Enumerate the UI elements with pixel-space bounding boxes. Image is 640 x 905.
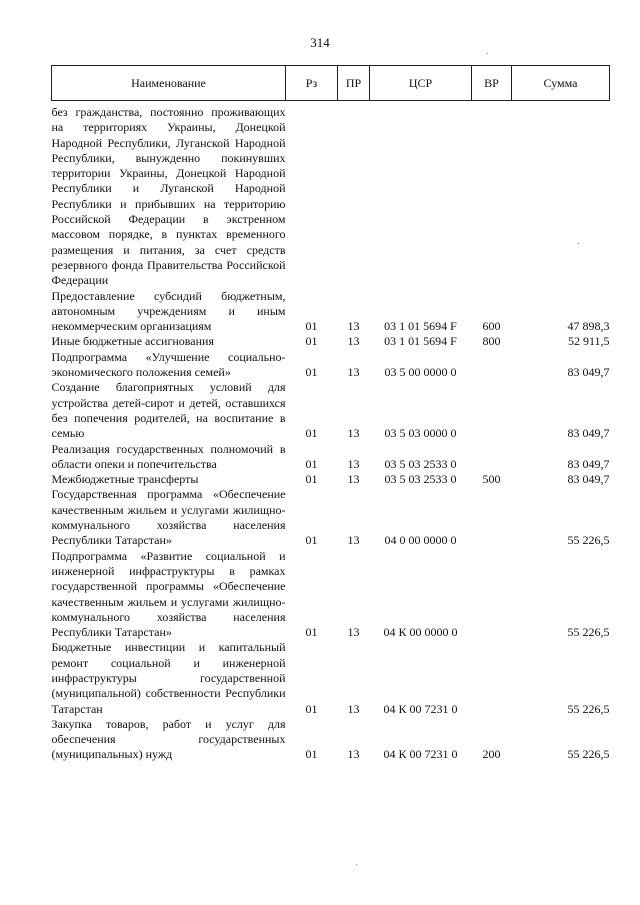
row-name: Подпрограмма «Улучшение социально-экономического положения семей» [51,349,286,380]
table-row [52,472,610,487]
table-row [52,289,610,335]
row-pr: 13 [347,533,360,548]
row-rz: 01 [305,472,318,487]
table-row [52,101,610,289]
row-csr: 03 5 03 2533 0 [384,456,457,471]
row-sum: 47 898,3 [567,319,610,334]
row-name: Бюджетные инвестиции и капитальный ремонт социальной и инженерной инфраструктуры государственной (муниципальной) собственности Республики Татарстан [51,640,286,716]
row-pr: 13 [347,625,360,640]
row-vr: 500 [482,472,501,487]
budget-table [51,65,610,763]
header-rz: Рз [286,66,338,101]
table-row [52,487,610,548]
row-vr [472,549,512,641]
row-pr: 13 [347,472,360,487]
table-row [52,442,610,473]
row-rz: 01 [305,456,318,471]
row-pr [338,101,370,289]
row-csr: 03 5 00 0000 0 [384,365,457,380]
row-sum: 55 226,5 [567,747,610,762]
scan-speck [487,53,488,54]
header-csr: ЦСР [370,66,472,101]
row-vr [472,380,512,441]
row-vr [472,101,512,289]
row-name: Межбюджетные трансферты [51,472,199,487]
row-csr: 03 1 01 5694 F [384,334,457,349]
page-number: 314 [310,35,330,50]
row-rz [286,101,338,289]
row-vr: 200 [482,747,501,762]
row-name: Предоставление субсидий бюджетным, автономным учреждениям и иным некоммерческим организациям [51,288,286,334]
row-sum: 83 049,7 [567,365,610,380]
row-csr: 04 К 00 7231 0 [383,701,458,716]
scan-speck [578,243,579,244]
scan-speck [356,864,357,865]
row-csr: 04 К 00 0000 0 [383,625,458,640]
row-rz: 01 [305,533,318,548]
row-pr: 13 [347,334,360,349]
table-row [52,549,610,641]
row-vr: 800 [482,334,501,349]
row-name: Реализация государственных полномочий в области опеки и попечительства [51,441,286,471]
header-name: Наименование [52,66,286,101]
row-sum: 52 911,5 [567,334,610,349]
row-pr: 13 [347,456,360,471]
row-csr: 04 К 00 7231 0 [383,747,458,762]
row-csr: 03 1 01 5694 F [384,319,457,334]
table-row [52,350,610,381]
row-name: Подпрограмма «Развитие социальной и инженерной инфраструктуры в рамках государственной программы «Обеспечение качественным жильем и услугами жилищно-коммунального хозяйства населения Республики Татарстан» [51,548,286,640]
row-vr [472,487,512,548]
row-sum: 55 226,5 [567,625,610,640]
table-row [52,334,610,349]
row-rz: 01 [305,625,318,640]
row-name: Государственная программа «Обеспечение качественным жильем и услугами жилищно-коммунального хозяйства населения Республики Татарстан» [51,487,286,548]
row-sum: 55 226,5 [567,701,610,716]
header-pr: ПР [338,66,370,101]
row-name: Создание благоприятных условий для устройства детей-сирот и детей, оставшихся без попечения родителей, на воспитание в семью [51,380,286,441]
row-csr: 04 0 00 0000 0 [384,533,457,548]
row-vr: 600 [482,319,501,334]
row-sum: 83 049,7 [567,456,610,471]
row-name: без гражданства, постоянно проживающих на территориях Украины, Донецкой Народной Республики, Луганской Народной Республики, вынужденно покинувших территории Украины, Донецкой Народной Республики и Луганской Народной Республики и прибывших на территорию Российской Федерации в экстренном массовом порядке, в пунктах временного размещения и питания, за счет средств резервного фонда Правительства Российской Федерации [51,105,286,288]
row-sum: 83 049,7 [567,472,610,487]
row-rz: 01 [305,747,318,762]
row-vr [472,350,512,381]
header-sum: Сумма [512,66,610,101]
row-csr [370,101,472,289]
row-vr [472,442,512,473]
row-pr: 13 [347,747,360,762]
row-name: Закупка товаров, работ и услуг для обеспечения государственных (муниципальных) нужд [51,716,286,762]
row-rz: 01 [305,334,318,349]
row-pr: 13 [347,319,360,334]
row-pr: 13 [347,701,360,716]
row-sum [512,101,610,289]
row-name: Иные бюджетные ассигнования [51,334,214,349]
row-pr: 13 [347,365,360,380]
table-row [52,640,610,716]
row-csr: 03 5 03 2533 0 [384,472,457,487]
table-row [52,717,610,763]
header-vr: ВР [472,66,512,101]
row-vr [472,640,512,716]
row-sum: 55 226,5 [567,533,610,548]
row-csr: 03 5 03 0000 0 [384,426,457,441]
row-sum: 83 049,7 [567,426,610,441]
row-pr: 13 [347,426,360,441]
table-header-row [52,66,610,101]
row-rz: 01 [305,426,318,441]
row-rz: 01 [305,365,318,380]
table-row [52,380,610,441]
row-rz: 01 [305,319,318,334]
row-rz: 01 [305,701,318,716]
